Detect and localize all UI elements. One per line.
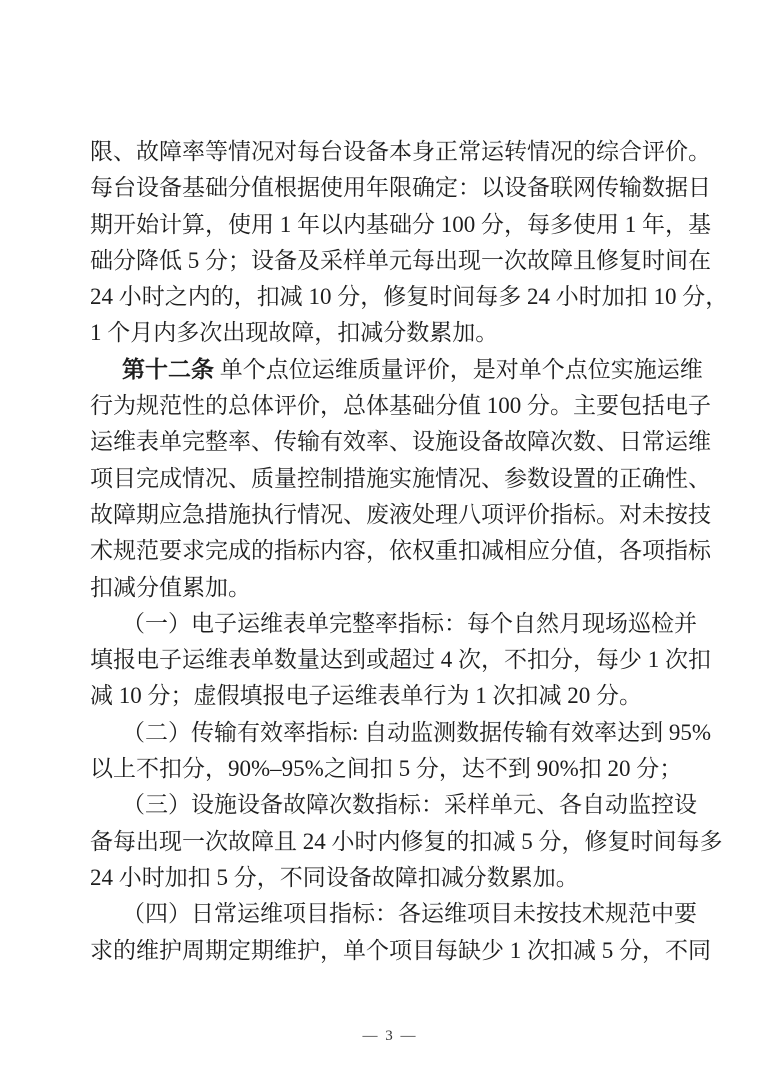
text-line [90, 715, 712, 751]
text-segment: （一）电子运维表单完整率指标：每个自然月现场巡检并 [122, 610, 697, 636]
text-segment: 础分降低 5 分；设备及采样单元每出现一次故障且修复时间在 [90, 247, 711, 273]
text-segment: 期开始计算，使用 1 年以内基础分 100 分，每多使用 1 年，基 [90, 211, 711, 237]
text-line [90, 533, 711, 569]
document-body [90, 134, 729, 969]
text-line [90, 243, 711, 279]
text-line [90, 207, 711, 243]
text-segment: 24 小时加扣 5 分，不同设备故障扣减分数累加。 [90, 864, 579, 890]
text-line [90, 933, 711, 969]
text-line [90, 315, 690, 351]
text-line [90, 388, 711, 424]
text-line [90, 497, 711, 533]
text-segment: 故障期应急措施执行情况、废液处理八项评价指标。对未按技 [90, 501, 711, 527]
text-line [90, 606, 697, 642]
page-number: — 3 — [362, 1028, 418, 1044]
text-line [90, 642, 711, 678]
text-line [90, 787, 697, 823]
page-footer [0, 1026, 780, 1046]
text-segment: （四）日常运维项目指标：各运维项目未按技术规范中要 [122, 901, 697, 927]
text-segment: 以上不扣分，90%–95%之间扣 5 分，达不到 90%扣 20 分； [90, 756, 683, 782]
text-segment: （二）传输有效率指标: 自动监测数据传输有效率达到 95% [122, 719, 712, 745]
text-segment: 项目完成情况、质量控制措施实施情况、参数设置的正确性、 [90, 465, 711, 491]
text-line [90, 896, 697, 932]
text-line [90, 134, 711, 170]
text-segment: 1 个月内多次出现故障，扣减分数累加。 [90, 320, 499, 346]
text-line [90, 570, 690, 606]
text-segment: 扣减分值累加。 [90, 574, 251, 600]
text-segment: 行为规范性的总体评价，总体基础分值 100 分。主要包括电子 [90, 393, 711, 419]
text-segment: 每台设备基础分值根据使用年限确定：以设备联网传输数据日 [90, 175, 711, 201]
article-number: 第十二条 [122, 356, 214, 382]
text-line [90, 678, 690, 714]
text-line [90, 279, 729, 315]
text-segment: 填报电子运维表单数量达到或超过 4 次，不扣分，每少 1 次扣 [90, 647, 711, 673]
text-segment: 24 小时之内的，扣减 10 分，修复时间每多 24 小时加扣 10 分， [90, 284, 729, 310]
text-segment: （三）设施设备故障次数指标：采样单元、各自动监控设 [122, 792, 697, 818]
text-line [90, 352, 703, 388]
text-segment: 术规范要求完成的指标内容，依权重扣减相应分值，各项指标 [90, 538, 711, 564]
text-line [90, 860, 690, 896]
text-segment: 运维表单完整率、传输有效率、设施设备故障次数、日常运维 [90, 429, 711, 455]
text-segment: 单个点位运维质量评价，是对单个点位实施运维 [214, 356, 703, 382]
text-segment: 限、故障率等情况对每台设备本身正常运转情况的综合评价。 [90, 139, 711, 164]
text-line [90, 751, 690, 787]
text-line [90, 461, 711, 497]
text-line [90, 170, 711, 206]
text-segment: 减 10 分；虚假填报电子运维表单行为 1 次扣减 20 分。 [90, 683, 642, 709]
text-line [90, 424, 711, 460]
text-segment: 备每出现一次故障且 24 小时内修复的扣减 5 分，修复时间每多 [90, 828, 723, 854]
text-segment: 求的维护周期定期维护，单个项目每缺少 1 次扣减 5 分，不同 [90, 937, 711, 963]
text-line [90, 824, 723, 860]
